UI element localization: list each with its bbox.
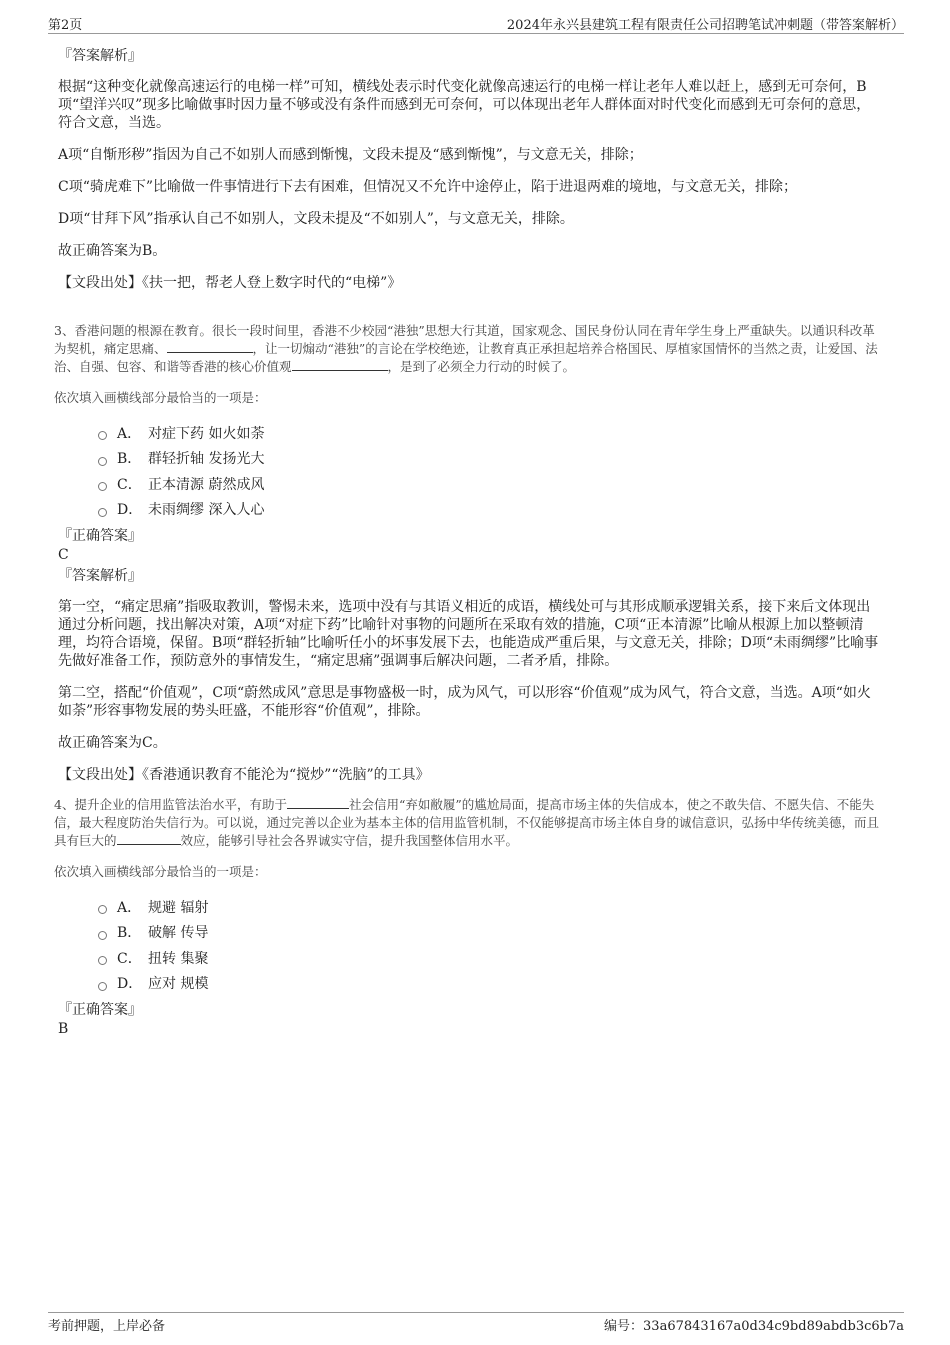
analysis-paragraph: 根据“这种变化就像高速运行的电梯一样”可知，横线处表示时代变化就像高速运行的电梯一样让老年人难以赶上，感到无可奈何，B项“望洋兴叹”现多比喻做事时因力量不够或没有条件而感到无可奈何，可以体现出老年人群体面对时代变化而感到无可奈何的意思，符合文意，当选。 xyxy=(58,79,871,131)
question-prompt: 依次填入画横线部分最恰当的一项是： xyxy=(54,390,267,405)
analysis-paragraph: 第二空，搭配“价值观”，C项“蔚然成风”意思是事物盛极一时，成为风气，可以形容“价值观”成为风气，符合文意，当选。A项“如火如荼”形容事物发展的势头旺盛，不能形容“价值观”，排除。 xyxy=(58,685,871,719)
source-citation: 【文段出处】《香港通识教育不能沦为“搅炒”“洗脑”的工具》 xyxy=(58,767,430,783)
analysis-paragraph: A项“自惭形秽”指因为自己不如别人而感到惭愧，文段未提及“感到惭愧”，与文意无关，排除； xyxy=(58,147,643,163)
correct-answer: C xyxy=(58,547,69,563)
answer-blank xyxy=(292,359,388,371)
document-id: 编号：33a67843167a0d34c9bd89abdb3c6b7a xyxy=(604,1319,904,1334)
radio-icon[interactable] xyxy=(98,431,107,440)
option-d[interactable]: D． 未雨绸缪 深入人心 xyxy=(98,497,884,523)
analysis-paragraph: 第一空，“痛定思痛”指吸取教训，警惕未来，选项中没有与其语义相近的成语，横线处可与其形成顺承逻辑关系，接下来后文体现出通过分析问题，找出解决对策，A项“对症下药”比喻针对事物的问题所在采取有效的措施，C项“正本清源”比喻从根源上加以整顿清理，均符合语境，保留。B项“群轻折轴”比喻听任小的坏事发展下去，也能造成严重后果，与文意无关，排除；D项“未雨绸缪”比喻事先做好准备工作，预防意外的事情发生，“痛定思痛”强调事后解决问题，二者矛盾，排除。 xyxy=(58,599,879,669)
option-b[interactable]: B． 破解 传导 xyxy=(98,920,884,946)
option-a[interactable]: A． 规避 辐射 xyxy=(98,894,884,920)
question-3-options xyxy=(98,420,884,522)
correct-answer: B xyxy=(58,1021,69,1037)
footer-slogan: 考前押题，上岸必备 xyxy=(48,1319,166,1334)
page-number: 第2页 xyxy=(48,18,83,33)
page-content xyxy=(54,46,884,1038)
radio-icon[interactable] xyxy=(98,482,107,491)
document-title: 2024年永兴县建筑工程有限责任公司招聘笔试冲刺题（带答案解析） xyxy=(506,18,904,33)
answer-blank xyxy=(287,797,349,809)
page-footer xyxy=(48,1312,904,1334)
radio-icon[interactable] xyxy=(98,457,107,466)
question-4-text: 4、提升企业的信用监管法治水平，有助于 社会信用“弃如敝履”的尴尬局面，提高市场主体的失信成本，使之不敢失信、不愿失信、不能失信，最大程度防治失信行为。可以说，通过完善以企业为基本主体的信用监管机制，不仅能够提高市场主体自身的诚信意识，弘扬中华传统美德，而且具有巨大的 效应，能够引导社会各界诚实守信，提升我国整体信用水平。 xyxy=(54,797,880,848)
analysis-label: 『答案解析』 xyxy=(58,568,142,584)
option-c[interactable]: C． 扭转 集聚 xyxy=(98,945,884,971)
radio-icon[interactable] xyxy=(98,508,107,517)
analysis-label: 『答案解析』 xyxy=(58,48,142,64)
question-4-options xyxy=(98,894,884,996)
option-c[interactable]: C． 正本清源 蔚然成风 xyxy=(98,471,884,497)
option-d[interactable]: D． 应对 规模 xyxy=(98,971,884,997)
answer-blank xyxy=(117,833,181,845)
page-header xyxy=(48,14,904,34)
radio-icon[interactable] xyxy=(98,956,107,965)
radio-icon[interactable] xyxy=(98,982,107,991)
analysis-paragraph: C项“骑虎难下”比喻做一件事情进行下去有困难，但情况又不允许中途停止，陷于进退两难的境地，与文意无关，排除； xyxy=(58,179,798,195)
radio-icon[interactable] xyxy=(98,931,107,940)
option-a[interactable]: A． 对症下药 如火如荼 xyxy=(98,420,884,446)
option-b[interactable]: B． 群轻折轴 发扬光大 xyxy=(98,446,884,472)
question-prompt: 依次填入画横线部分最恰当的一项是： xyxy=(54,864,267,879)
correct-answer-label: 『正确答案』 xyxy=(58,528,142,544)
analysis-paragraph: D项“甘拜下风”指承认自己不如别人，文段未提及“不如别人”，与文意无关，排除。 xyxy=(58,211,574,227)
answer-blank xyxy=(167,341,253,353)
analysis-conclusion: 故正确答案为C。 xyxy=(58,735,167,751)
radio-icon[interactable] xyxy=(98,905,107,914)
analysis-conclusion: 故正确答案为B。 xyxy=(58,243,167,259)
correct-answer-label: 『正确答案』 xyxy=(58,1002,142,1018)
question-3-text: 3、香港问题的根源在教育。很长一段时间里，香港不少校园“港独”思想大行其道，国家观念、国民身份认同在青年学生身上严重缺失。以通识科改革为契机，痛定思痛、 ，让一切煽动“港独”的言论在学校绝迹，让教育真正承担起培养合格国民、厚植家国情怀的当然之责，让爱国、法治、自强、包容、和谐等香港的核心价值观 ，是到了必须全力行动的时候了。 xyxy=(54,323,878,374)
source-citation: 【文段出处】《扶一把，帮老人登上数字时代的“电梯”》 xyxy=(58,275,402,291)
